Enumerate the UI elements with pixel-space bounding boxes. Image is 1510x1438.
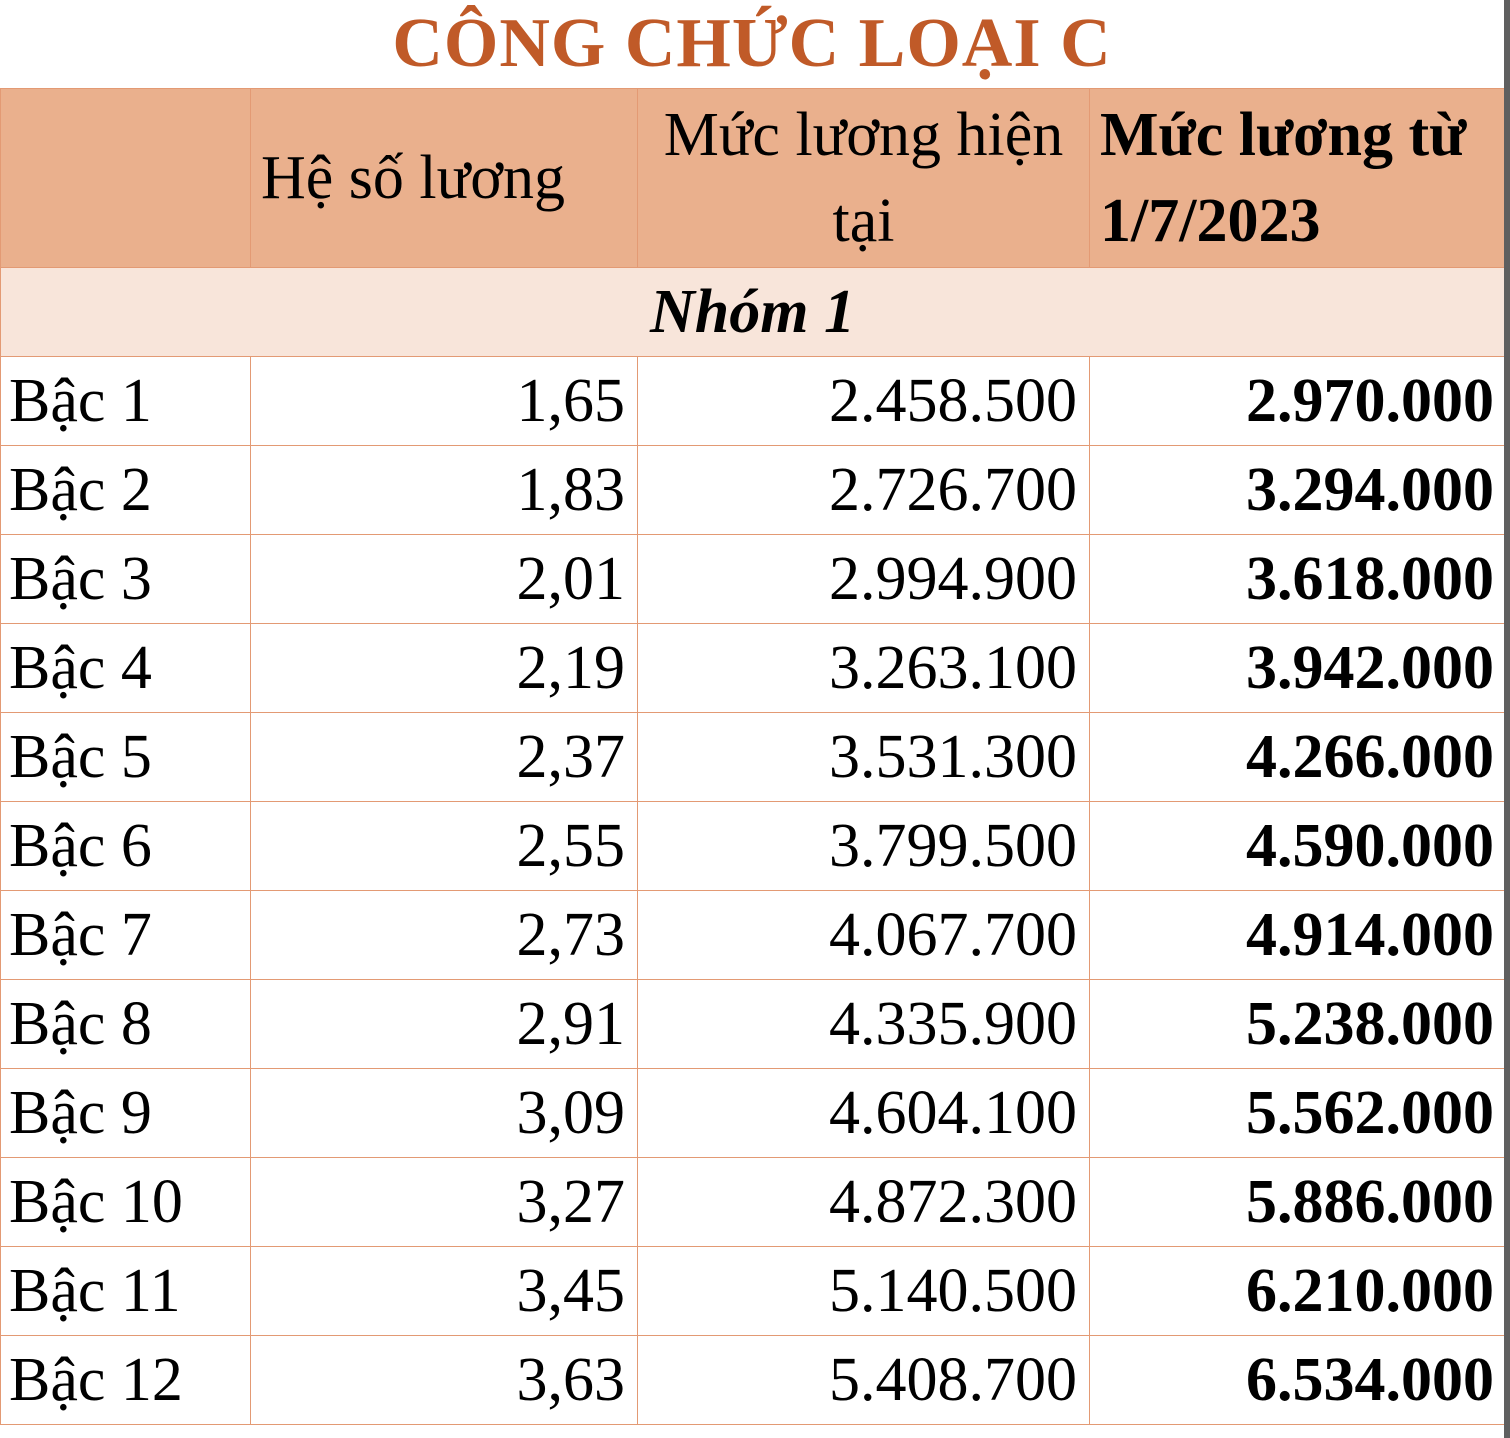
cell-current-salary[interactable]: 5.140.500	[638, 1247, 1090, 1336]
table-row	[1, 535, 1505, 624]
table-row	[1, 713, 1505, 802]
header-current-salary[interactable]: Mức lương hiện tại	[638, 89, 1090, 268]
cell-level[interactable]: Bậc 8	[1, 980, 251, 1069]
salary-table	[0, 88, 1505, 1425]
cell-new-salary[interactable]: 6.534.000	[1090, 1336, 1505, 1425]
cell-new-salary[interactable]: 4.914.000	[1090, 891, 1505, 980]
cell-current-salary[interactable]: 2.726.700	[638, 446, 1090, 535]
cell-coefficient[interactable]: 2,73	[251, 891, 638, 980]
table-row	[1, 624, 1505, 713]
group-row	[1, 268, 1505, 357]
cell-level[interactable]: Bậc 1	[1, 357, 251, 446]
cell-coefficient[interactable]: 3,45	[251, 1247, 638, 1336]
table-row	[1, 891, 1505, 980]
cell-coefficient[interactable]: 2,55	[251, 802, 638, 891]
cell-current-salary[interactable]: 4.335.900	[638, 980, 1090, 1069]
cell-coefficient[interactable]: 2,19	[251, 624, 638, 713]
cell-new-salary[interactable]: 5.238.000	[1090, 980, 1505, 1069]
table-row	[1, 1247, 1505, 1336]
header-level[interactable]	[1, 89, 251, 268]
group-label[interactable]: Nhóm 1	[1, 268, 1505, 357]
cell-coefficient[interactable]: 3,27	[251, 1158, 638, 1247]
cell-coefficient[interactable]: 3,63	[251, 1336, 638, 1425]
sheet-title: CÔNG CHỨC LOẠI C	[392, 5, 1112, 82]
table-row	[1, 802, 1505, 891]
cell-new-salary[interactable]: 3.618.000	[1090, 535, 1505, 624]
cell-level[interactable]: Bậc 7	[1, 891, 251, 980]
table-row	[1, 446, 1505, 535]
cell-coefficient[interactable]: 2,01	[251, 535, 638, 624]
cell-current-salary[interactable]: 3.263.100	[638, 624, 1090, 713]
cell-new-salary[interactable]: 5.886.000	[1090, 1158, 1505, 1247]
cell-current-salary[interactable]: 4.604.100	[638, 1069, 1090, 1158]
cell-coefficient[interactable]: 3,09	[251, 1069, 638, 1158]
cell-current-salary[interactable]: 3.531.300	[638, 713, 1090, 802]
cell-new-salary[interactable]: 6.210.000	[1090, 1247, 1505, 1336]
cell-level[interactable]: Bậc 9	[1, 1069, 251, 1158]
cell-current-salary[interactable]: 3.799.500	[638, 802, 1090, 891]
cell-current-salary[interactable]: 2.458.500	[638, 357, 1090, 446]
cell-level[interactable]: Bậc 4	[1, 624, 251, 713]
header-new-salary[interactable]: Mức lương từ 1/7/2023	[1090, 89, 1505, 268]
cell-new-salary[interactable]: 4.590.000	[1090, 802, 1505, 891]
window-edge	[1504, 0, 1510, 1438]
cell-level[interactable]: Bậc 2	[1, 446, 251, 535]
cell-new-salary[interactable]: 4.266.000	[1090, 713, 1505, 802]
cell-coefficient[interactable]: 2,91	[251, 980, 638, 1069]
table-row	[1, 357, 1505, 446]
cell-coefficient[interactable]: 2,37	[251, 713, 638, 802]
cell-level[interactable]: Bậc 3	[1, 535, 251, 624]
cell-level[interactable]: Bậc 12	[1, 1336, 251, 1425]
cell-new-salary[interactable]: 2.970.000	[1090, 357, 1505, 446]
cell-new-salary[interactable]: 3.294.000	[1090, 446, 1505, 535]
cell-current-salary[interactable]: 4.872.300	[638, 1158, 1090, 1247]
table-row	[1, 980, 1505, 1069]
header-coefficient[interactable]: Hệ số lương	[251, 89, 638, 268]
cell-coefficient[interactable]: 1,65	[251, 357, 638, 446]
cell-level[interactable]: Bậc 6	[1, 802, 251, 891]
cell-level[interactable]: Bậc 11	[1, 1247, 251, 1336]
cell-level[interactable]: Bậc 5	[1, 713, 251, 802]
table-row	[1, 1336, 1505, 1425]
cell-new-salary[interactable]: 5.562.000	[1090, 1069, 1505, 1158]
cell-current-salary[interactable]: 2.994.900	[638, 535, 1090, 624]
table-row	[1, 1158, 1505, 1247]
cell-current-salary[interactable]: 5.408.700	[638, 1336, 1090, 1425]
table-row	[1, 1069, 1505, 1158]
cell-new-salary[interactable]: 3.942.000	[1090, 624, 1505, 713]
cell-level[interactable]: Bậc 10	[1, 1158, 251, 1247]
cell-current-salary[interactable]: 4.067.700	[638, 891, 1090, 980]
cell-coefficient[interactable]: 1,83	[251, 446, 638, 535]
header-row	[1, 89, 1505, 268]
